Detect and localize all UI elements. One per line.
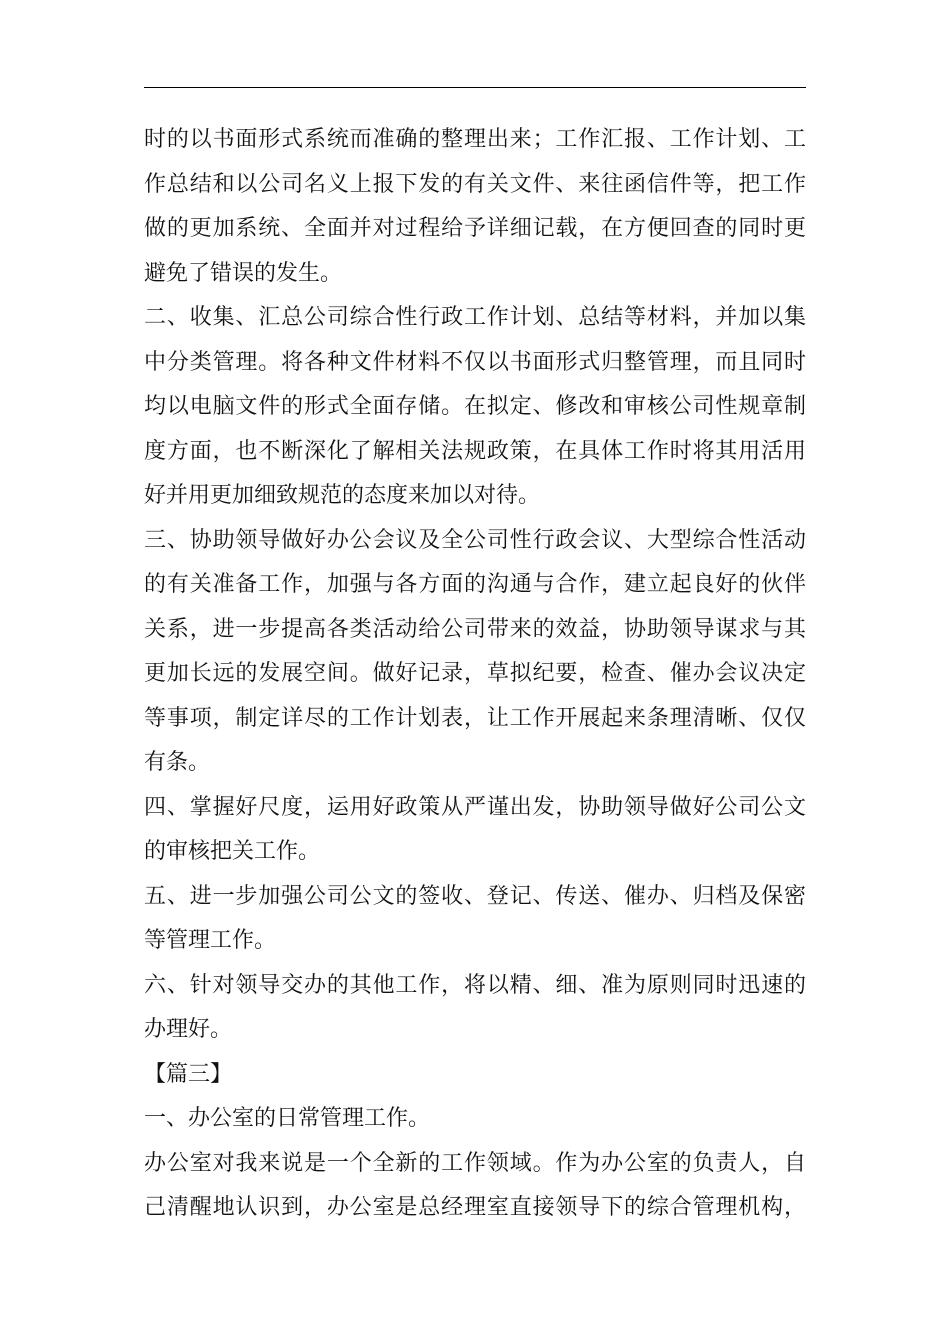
text-line: 避免了错误的发生。 — [144, 260, 343, 286]
text-line: 关系，进一步提高各类活动给公司带来的效益，协助领导谋求与其 — [144, 616, 807, 642]
paragraph — [144, 964, 806, 1053]
paragraph — [144, 118, 806, 296]
text-line: 己清醒地认识到，办公室是总经理室直接领导下的综合管理机构， — [144, 1195, 807, 1220]
text-line: 四、掌握好尺度，运用好政策从严谨出发，协助领导做好公司公文 — [144, 794, 807, 820]
text-line: 时的以书面形式系统而准确的整理出来；工作汇报、工作计划、工 — [144, 127, 807, 152]
text-line: 度方面，也不断深化了解相关法规政策，在具体工作时将其用活用 — [144, 438, 807, 464]
paragraph — [144, 1053, 806, 1098]
text-line: 三、协助领导做好办公会议及全公司性行政会议、大型综合性活动 — [144, 527, 807, 553]
text-line: 二、收集、汇总公司综合性行政工作计划、总结等材料，并加以集 — [144, 305, 807, 330]
text-line: 好并用更加细致规范的态度来加以对待。 — [144, 483, 541, 508]
paragraph — [144, 1142, 806, 1231]
text-line: 作总结和以公司名义上报下发的有关文件、来往函信件等，把工作 — [144, 171, 807, 197]
text-line: 的有关准备工作，加强与各方面的沟通与合作，建立起良好的伙伴 — [144, 572, 807, 597]
text-line: 办理好。 — [144, 1017, 233, 1042]
paragraph — [144, 519, 806, 786]
text-line: 的审核把关工作。 — [144, 839, 321, 864]
text-line: 办公室对我来说是一个全新的工作领域。作为办公室的负责人，自 — [144, 1150, 807, 1176]
text-line: 【篇三】 — [144, 1061, 233, 1087]
paragraph — [144, 875, 806, 964]
text-line: 做的更加系统、全面并对过程给予详细记载，在方便回查的同时更 — [144, 216, 807, 241]
document-body — [144, 118, 806, 1231]
text-line: 有条。 — [144, 750, 211, 775]
text-line: 中分类管理。将各种文件材料不仅以书面形式归整管理，而且同时 — [144, 349, 807, 375]
paragraph — [144, 296, 806, 519]
paragraph — [144, 786, 806, 875]
text-line: 等事项，制定详尽的工作计划表，让工作开展起来条理清晰、仅仅 — [144, 705, 807, 731]
text-line: 均以电脑文件的形式全面存储。在拟定、修改和审核公司性规章制 — [144, 394, 807, 419]
text-line: 等管理工作。 — [144, 928, 277, 953]
paragraph — [144, 1097, 806, 1142]
text-line: 五、进一步加强公司公文的签收、登记、传送、催办、归档及保密 — [144, 883, 807, 909]
text-line: 更加长远的发展空间。做好记录，草拟纪要，检查、催办会议决定 — [144, 661, 807, 686]
text-line: 六、针对领导交办的其他工作，将以精、细、准为原则同时迅速的 — [144, 972, 807, 998]
text-line: 一、办公室的日常管理工作。 — [144, 1106, 431, 1131]
header-rule — [144, 87, 806, 88]
